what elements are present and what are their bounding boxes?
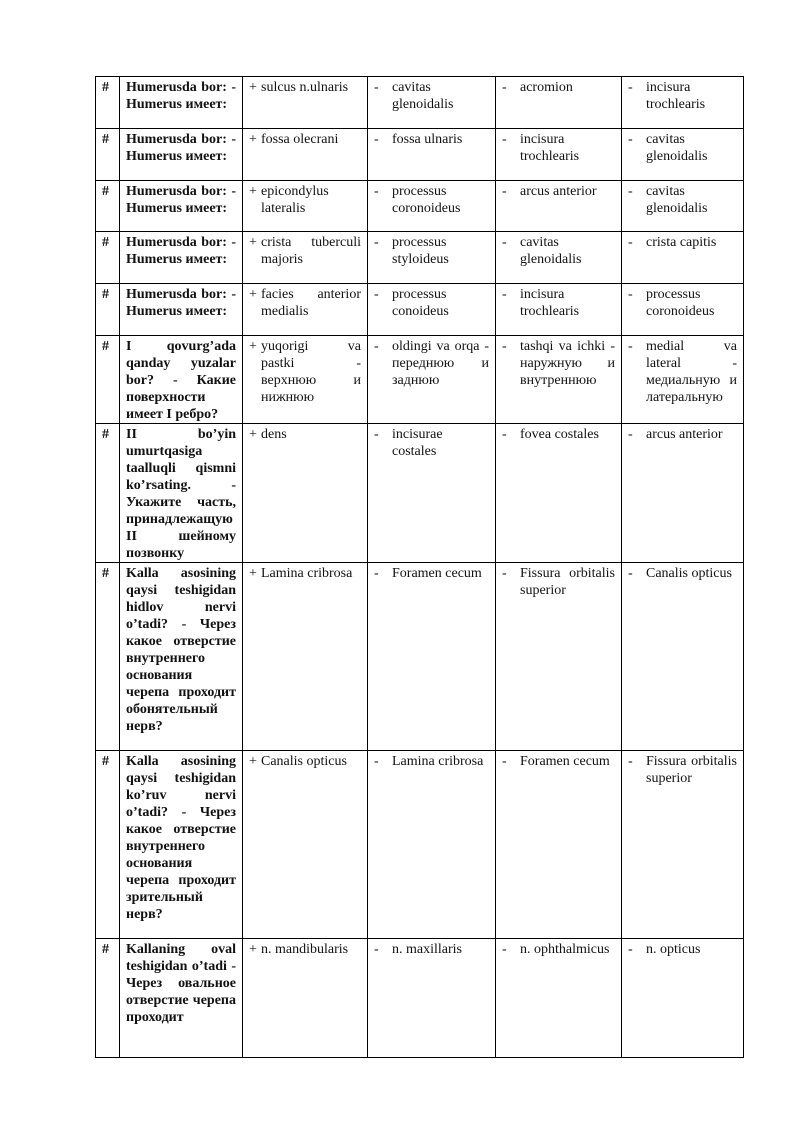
answer-text: n. mandibularis [261,942,349,957]
correct-answer-cell [243,563,368,751]
question-marker: # [96,232,120,284]
answer-text: n. ophthalmicus [520,942,610,957]
wrong-answer-cell [622,77,744,129]
wrong-answer-cell [368,129,496,181]
minus-mark: - [502,184,507,199]
answer-text: Foramen cecum [520,754,610,769]
answer-text: yuqorigi va pastki - верхнюю и нижнюю [261,339,361,405]
answer-text: arcus anterior [646,427,723,442]
question-text: II bo’yin umurtqasiga taalluqli qismni ko’rsating. - Укажите часть, принадлежащую II шейному позвонку [120,424,243,563]
question-row [96,77,744,129]
wrong-answer-cell [496,129,622,181]
wrong-answer-cell [368,232,496,284]
question-row [96,129,744,181]
answer-text: cavitas glenoidalis [520,235,582,267]
answer-text: Lamina cribrosa [261,566,353,581]
question-text: Humerusda bor: - Humerus имеет: [120,129,243,181]
wrong-answer-cell [368,424,496,563]
minus-mark: - [502,427,507,442]
answer-text: fossa ulnaris [392,132,463,147]
answer-text: processus conoideus [392,287,449,319]
plus-mark: + [249,80,257,95]
question-marker: # [96,563,120,751]
answer-text: arcus anterior [520,184,597,199]
minus-mark: - [374,132,379,147]
question-text: Kalla asosining qaysi teshigidan ko’ruv nervi o’tadi? - Через какое отверстие внутреннего основания черепа проходит зрительный нерв? [120,751,243,939]
question-text: Kalla asosining qaysi teshigidan hidlov nervi o’tadi? - Через какое отверстие внутреннего основания черепа проходит обонятельный нерв? [120,563,243,751]
wrong-answer-cell [496,232,622,284]
minus-mark: - [628,754,633,769]
question-marker: # [96,181,120,232]
question-row [96,751,744,939]
question-text: I qovurg’ada qanday yuzalar bor? - Какие поверхности имеет I ребро? [120,336,243,424]
question-text: Humerusda bor: - Humerus имеет: [120,232,243,284]
question-text: Humerusda bor: - Humerus имеет: [120,181,243,232]
wrong-answer-cell [622,232,744,284]
wrong-answer-cell [368,563,496,751]
answer-text: incisura trochlearis [520,287,580,319]
question-text: Kallaning oval teshigidan o’tadi - Через овальное отверстие черепа проходит [120,939,243,1058]
question-row [96,181,744,232]
correct-answer-cell [243,129,368,181]
wrong-answer-cell [368,181,496,232]
answer-text: incisurae costales [392,427,443,459]
answer-text: incisura trochlearis [646,80,706,112]
minus-mark: - [628,235,633,250]
answer-text: processus coronoideus [646,287,715,319]
question-row [96,336,744,424]
minus-mark: - [628,427,633,442]
minus-mark: - [502,339,507,354]
answer-text: crista tuberculi majoris [261,235,361,267]
question-text: Humerusda bor: - Humerus имеет: [120,77,243,129]
minus-mark: - [374,427,379,442]
correct-answer-cell [243,181,368,232]
minus-mark: - [374,754,379,769]
minus-mark: - [374,339,379,354]
correct-answer-cell [243,336,368,424]
minus-mark: - [628,184,633,199]
wrong-answer-cell [496,181,622,232]
answer-text: crista capitis [646,235,717,250]
question-row [96,284,744,336]
minus-mark: - [374,566,379,581]
minus-mark: - [502,754,507,769]
wrong-answer-cell [496,563,622,751]
wrong-answer-cell [496,424,622,563]
correct-answer-cell [243,232,368,284]
question-row [96,424,744,563]
answer-text: oldingi va orqa - переднюю и заднюю [392,339,489,388]
question-marker: # [96,424,120,563]
wrong-answer-cell [622,424,744,563]
answer-text: dens [261,427,287,442]
wrong-answer-cell [368,77,496,129]
minus-mark: - [374,80,379,95]
answer-text: cavitas glenoidalis [646,132,708,164]
question-row [96,939,744,1058]
minus-mark: - [628,132,633,147]
correct-answer-cell [243,424,368,563]
wrong-answer-cell [622,563,744,751]
minus-mark: - [628,287,633,302]
question-marker: # [96,77,120,129]
plus-mark: + [249,427,257,442]
wrong-answer-cell [496,751,622,939]
minus-mark: - [374,942,379,957]
minus-mark: - [502,287,507,302]
answer-text: Canalis opticus [261,754,347,769]
wrong-answer-cell [622,284,744,336]
minus-mark: - [502,235,507,250]
quiz-table-body [96,77,744,1058]
question-row [96,563,744,751]
plus-mark: + [249,235,257,250]
question-text: Humerusda bor: - Humerus имеет: [120,284,243,336]
answer-text: Lamina cribrosa [392,754,484,769]
plus-mark: + [249,287,257,302]
plus-mark: + [249,339,257,354]
wrong-answer-cell [622,336,744,424]
wrong-answer-cell [622,129,744,181]
correct-answer-cell [243,939,368,1058]
wrong-answer-cell [622,751,744,939]
answer-text: medial va lateral - медиальную и латеральную [646,339,737,405]
plus-mark: + [249,754,257,769]
answer-text: fovea costales [520,427,599,442]
minus-mark: - [502,80,507,95]
answer-text: cavitas glenoidalis [392,80,454,112]
minus-mark: - [502,132,507,147]
wrong-answer-cell [622,181,744,232]
answer-text: incisura trochlearis [520,132,580,164]
plus-mark: + [249,942,257,957]
question-marker: # [96,939,120,1058]
answer-text: acromion [520,80,573,95]
answer-text: processus coronoideus [392,184,461,216]
answer-text: processus styloideus [392,235,449,267]
wrong-answer-cell [368,284,496,336]
wrong-answer-cell [496,336,622,424]
plus-mark: + [249,184,257,199]
plus-mark: + [249,566,257,581]
minus-mark: - [502,942,507,957]
minus-mark: - [628,942,633,957]
answer-text: tashqi va ichki - наружную и внутреннюю [520,339,615,388]
correct-answer-cell [243,284,368,336]
quiz-table [95,76,744,1058]
correct-answer-cell [243,751,368,939]
answer-text: cavitas glenoidalis [646,184,708,216]
minus-mark: - [628,80,633,95]
answer-text: Foramen cecum [392,566,482,581]
wrong-answer-cell [496,939,622,1058]
wrong-answer-cell [496,284,622,336]
minus-mark: - [502,566,507,581]
minus-mark: - [374,287,379,302]
answer-text: epicondylus lateralis [261,184,329,216]
wrong-answer-cell [496,77,622,129]
minus-mark: - [374,235,379,250]
wrong-answer-cell [622,939,744,1058]
answer-text: facies anterior medialis [261,287,361,319]
wrong-answer-cell [368,336,496,424]
answer-text: sulcus n.ulnaris [261,80,349,95]
plus-mark: + [249,132,257,147]
answer-text: n. maxillaris [392,942,462,957]
minus-mark: - [374,184,379,199]
question-marker: # [96,336,120,424]
wrong-answer-cell [368,939,496,1058]
answer-text: n. opticus [646,942,701,957]
question-marker: # [96,284,120,336]
answer-text: Fissura orbitalis superior [646,754,737,786]
minus-mark: - [628,339,633,354]
answer-text: fossa olecrani [261,132,339,147]
question-marker: # [96,751,120,939]
question-row [96,232,744,284]
answer-text: Canalis opticus [646,566,732,581]
answer-text: Fissura orbitalis superior [520,566,615,598]
minus-mark: - [628,566,633,581]
question-marker: # [96,129,120,181]
correct-answer-cell [243,77,368,129]
wrong-answer-cell [368,751,496,939]
